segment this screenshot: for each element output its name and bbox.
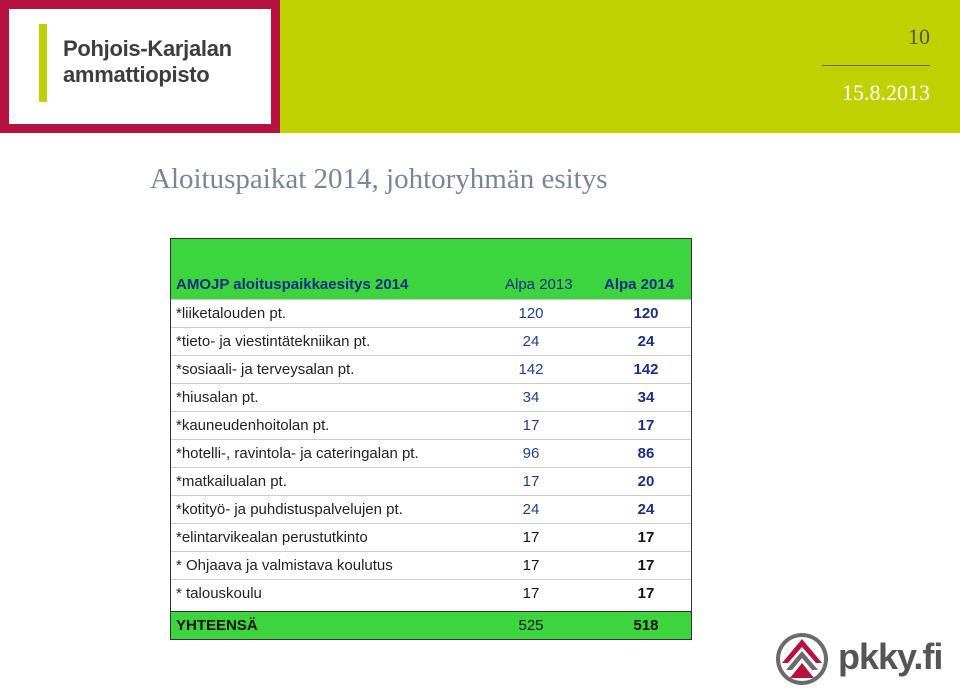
row-name: *tieto- ja viestintätekniikan pt.	[176, 333, 371, 350]
total-value-2013: 525	[518, 617, 544, 634]
row-value-2014: 20	[637, 473, 655, 490]
logo-line-2: ammattiopisto	[63, 62, 210, 87]
row-name: *kauneudenhoitolan pt.	[176, 417, 330, 434]
row-value-2014: 120	[633, 305, 659, 322]
table-row	[171, 579, 691, 607]
row-value-2014: 86	[637, 445, 655, 462]
table-row	[171, 355, 691, 383]
row-value-2013: 24	[522, 333, 540, 350]
row-name: *hiusalan pt.	[176, 389, 259, 406]
row-value-2014: 17	[637, 529, 655, 546]
row-value-2014: 17	[637, 585, 655, 602]
row-name: * talouskoulu	[176, 585, 262, 602]
column-header-2013: Alpa 2013	[505, 276, 573, 293]
row-value-2013: 34	[522, 389, 540, 406]
row-value-2013: 142	[518, 361, 544, 378]
row-value-2014: 34	[637, 389, 655, 406]
table-row	[171, 299, 691, 327]
table-row	[171, 439, 691, 467]
row-name: *elintarvikealan perustutkinto	[176, 529, 368, 546]
table-row	[171, 467, 691, 495]
table-heading: AMOJP aloituspaikkaesitys 2014	[176, 276, 409, 293]
row-name: * Ohjaava ja valmistava koulutus	[176, 557, 393, 574]
footer-logo-text: pkky.fi	[838, 636, 943, 677]
row-name: *sosiaali- ja terveysalan pt.	[176, 361, 355, 378]
row-value-2013: 17	[522, 529, 540, 546]
total-label: YHTEENSÄ	[176, 617, 258, 634]
row-value-2013: 120	[518, 305, 544, 322]
row-name: *hotelli-, ravintola- ja cateringalan pt.	[176, 445, 419, 462]
row-value-2013: 24	[522, 501, 540, 518]
row-value-2014: 17	[637, 417, 655, 434]
row-value-2014: 142	[633, 361, 659, 378]
row-value-2013: 17	[522, 473, 540, 490]
slide-number: 10	[908, 24, 930, 49]
column-header-2014: Alpa 2014	[604, 276, 675, 293]
table-row	[171, 523, 691, 551]
row-value-2014: 24	[637, 333, 655, 350]
page-title: Aloituspaikat 2014, johtoryhmän esitys	[150, 163, 608, 195]
row-value-2014: 24	[637, 501, 655, 518]
table-row	[171, 383, 691, 411]
total-value-2014: 518	[633, 617, 659, 634]
table-row	[171, 551, 691, 579]
table-row	[171, 327, 691, 355]
table-total-row	[171, 611, 691, 639]
date-divider	[822, 65, 930, 66]
row-value-2013: 17	[522, 585, 540, 602]
logo-line-1: Pohjois-Karjalan	[63, 36, 232, 61]
slide-date: 15.8.2013	[842, 80, 930, 105]
row-value-2014: 17	[637, 557, 655, 574]
places-table	[170, 238, 692, 640]
table-header	[171, 239, 691, 299]
table-row	[171, 495, 691, 523]
row-value-2013: 96	[522, 445, 540, 462]
row-value-2013: 17	[522, 417, 540, 434]
row-value-2013: 17	[522, 557, 540, 574]
organization-logo	[0, 0, 280, 133]
row-name: *kotityö- ja puhdistuspalvelujen pt.	[176, 501, 403, 518]
row-name: *matkailualan pt.	[176, 473, 287, 490]
table-row	[171, 411, 691, 439]
row-name: *liiketalouden pt.	[176, 305, 287, 322]
